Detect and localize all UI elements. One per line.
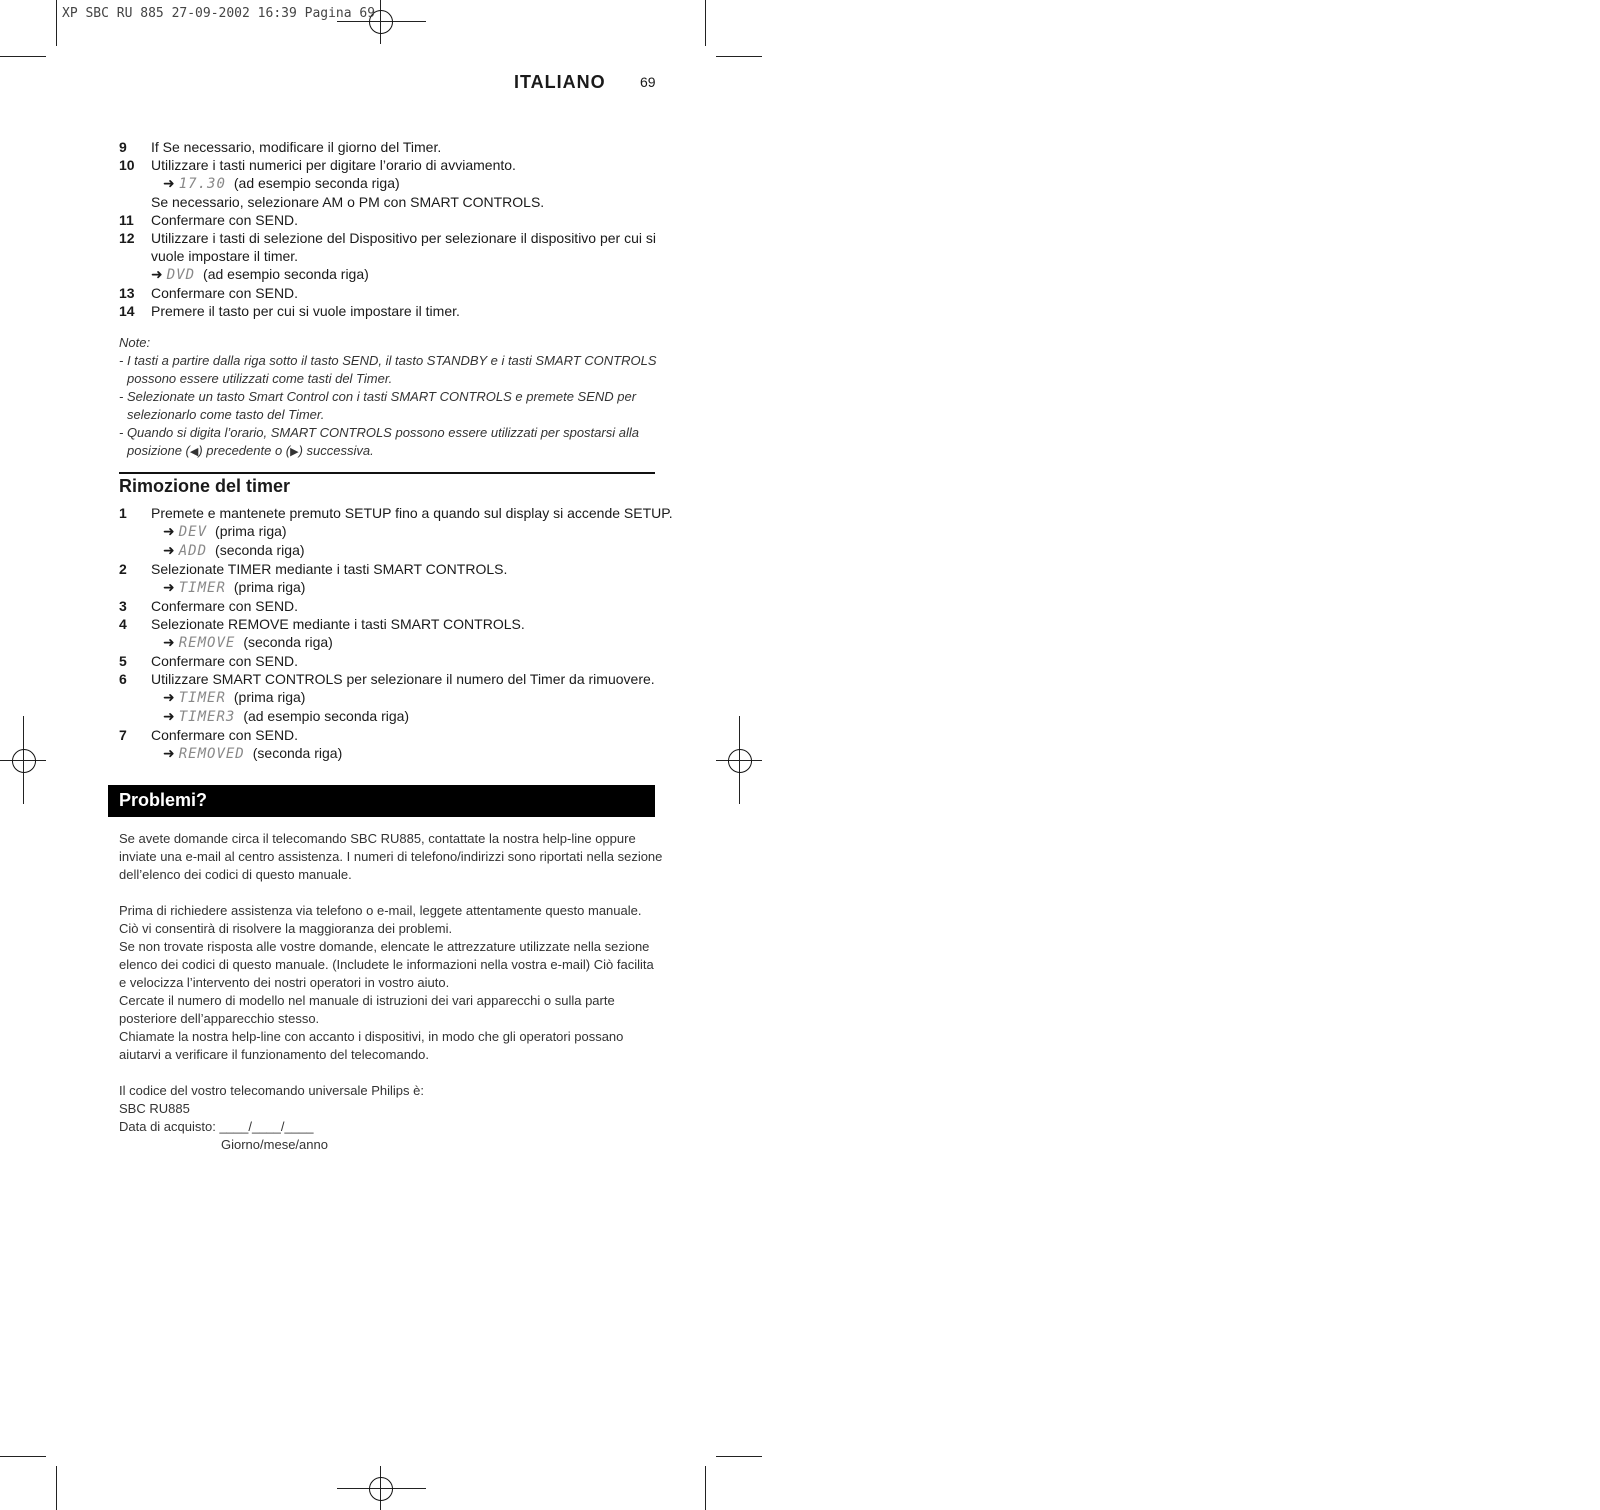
arrow-right-icon: ➜ [163, 634, 175, 650]
list-item [119, 302, 659, 320]
code-line: Il codice del vostro telecomando universale Philips è: [119, 1083, 424, 1098]
step-text: Utilizzare i tasti numerici per digitare l’orario di avviamento. [151, 157, 516, 173]
arrow-right-icon: ➜ [163, 708, 175, 724]
step-number: 12 [119, 230, 135, 246]
step-number: 9 [119, 139, 127, 155]
list-item [119, 156, 659, 174]
display-result [119, 744, 659, 763]
step-number: 4 [119, 616, 127, 632]
date-format-label: Giorno/mese/anno [221, 1137, 328, 1152]
display-note: (ad esempio seconda riga) [203, 266, 369, 282]
display-result [119, 174, 659, 193]
note-item: - I tasti a partire dalla riga sotto il tasto SEND, il tasto STANDBY e i tasti SMART CONTROLS possono essere utilizzati come tasti del Timer. [119, 353, 657, 386]
step-text: Premete e mantenete premuto SETUP fino a quando sul display si accende SETUP. [151, 505, 673, 521]
arrow-right-icon: ➜ [163, 542, 175, 558]
arrow-right-icon: ➜ [163, 689, 175, 705]
paragraph-text: Se non trovate risposta alle vostre domande, elencate le attrezzature utilizzate nella sezione elenco dei codici di questo manuale. (Includete le informazioni nella vostra e-mail) Ciò facilita e velocizza l’intervento dei nostri operatori in vostro aiuto. [119, 939, 654, 990]
step-text: If Se necessario, modificare il giorno del Timer. [151, 139, 442, 155]
step-number: 2 [119, 561, 127, 577]
arrow-right-icon: ➜ [163, 523, 175, 539]
model-number: SBC RU885 [119, 1101, 190, 1116]
step-number: 3 [119, 598, 127, 614]
purchase-date-field: Data di acquisto: ____/____/____ [119, 1119, 314, 1134]
crop-mark-tr-v [705, 0, 706, 46]
triangle-left-icon: ◀ [189, 446, 199, 458]
crop-mark-tl-h [0, 56, 46, 57]
arrow-right-icon: ➜ [151, 266, 163, 282]
crop-mark-tl-v [56, 0, 57, 46]
step-text: Confermare con SEND. [151, 727, 299, 743]
crop-mark-br-v [705, 1466, 706, 1510]
list-item [119, 670, 659, 688]
step-text: Confermare con SEND. [151, 598, 299, 614]
registration-circle-icon [728, 749, 752, 773]
step-number: 10 [119, 157, 135, 173]
step-number: 13 [119, 285, 135, 301]
notes-label: Note: [119, 335, 151, 350]
triangle-right-icon: ▶ [290, 446, 299, 458]
section-title: Rimozione del timer [119, 476, 291, 496]
list-item [119, 284, 659, 302]
paragraph-text: Cercate il numero di modello nel manuale di istruzioni dei vari apparecchi o sulla parte posteriore dell’apparecchio stesso. [119, 993, 615, 1026]
step-text: Utilizzare SMART CONTROLS per selezionare il numero del Timer da rimuovere. [151, 671, 655, 687]
list-item [119, 652, 659, 670]
step-number: 1 [119, 505, 127, 521]
step-number: 5 [119, 653, 127, 669]
step-number: 14 [119, 303, 135, 319]
step-number: 7 [119, 727, 127, 743]
arrow-right-icon: ➜ [163, 745, 175, 761]
list-item [119, 211, 659, 229]
list-item [119, 597, 659, 615]
paragraph-text: Prima di richiedere assistenza via telefono o e-mail, leggete attentamente questo manuale. Ciò vi consentirà di risolvere la maggioranza dei problemi. [119, 903, 642, 936]
lcd-display-text: 17.30 [178, 176, 226, 192]
paragraph-text: Chiamate la nostra help-line con accanto i dispositivi, in modo che gli operatori possano aiutarvi a verificare il funzionamento del telecomando. [119, 1029, 624, 1062]
display-note: (ad esempio seconda riga) [243, 708, 410, 724]
step-text: Confermare con SEND. [151, 285, 299, 301]
display-note: (seconda riga) [252, 745, 343, 761]
section-divider [119, 472, 655, 474]
lcd-display-text: ADD [178, 543, 208, 559]
step-text: Selezionate TIMER mediante i tasti SMART CONTROLS. [151, 561, 508, 577]
page-number: 69 [640, 74, 656, 90]
problems-title: Problemi? [119, 790, 208, 810]
step-text: Selezionate REMOVE mediante i tasti SMART CONTROLS. [151, 616, 525, 632]
list-item [119, 615, 659, 633]
lcd-display-text: DEV [178, 524, 208, 540]
display-result [119, 707, 659, 726]
crop-mark-br-h [716, 1456, 762, 1457]
display-note: (seconda riga) [215, 542, 305, 558]
display-note: (prima riga) [233, 579, 306, 595]
purchase-info [119, 1082, 664, 1154]
crop-mark-bl-v [56, 1466, 57, 1510]
step-text: Premere il tasto per cui si vuole impostare il timer. [151, 303, 460, 319]
step-number: 6 [119, 671, 127, 687]
display-result [119, 541, 659, 560]
step-text: Confermare con SEND. [151, 653, 299, 669]
problems-paragraph-2 [119, 902, 664, 1064]
note-text: ) successiva. [298, 443, 374, 458]
registration-circle-icon [369, 1477, 393, 1501]
list-item [119, 560, 659, 578]
step-number: 11 [119, 212, 134, 228]
lcd-display-text: TIMER3 [178, 709, 236, 725]
list-item [119, 138, 659, 156]
step-text: Utilizzare i tasti di selezione del Dispositivo per selezionare il dispositivo per cui si vuole impostare il timer. [151, 230, 656, 264]
timer-steps-list [119, 138, 659, 320]
step-extra-text: Se necessario, selezionare AM o PM con SMART CONTROLS. [151, 194, 545, 210]
list-item [119, 504, 673, 522]
display-note: (ad esempio seconda riga) [233, 175, 400, 191]
step-text: Confermare con SEND. [151, 212, 299, 228]
lcd-display-text: REMOVED [178, 746, 245, 762]
notes-block [119, 334, 659, 461]
crop-mark-tr-h [716, 56, 762, 57]
display-note: (prima riga) [233, 689, 306, 705]
display-result [119, 633, 659, 652]
problems-paragraph-1 [119, 830, 664, 884]
note-text: - Quando si digita l’orario, SMART CONTROLS possono essere utilizzati per spostarsi alla posizione ( [119, 425, 639, 458]
display-result [119, 265, 659, 284]
print-slug: XP SBC RU 885 27-09-2002 16:39 Pagina 69 [62, 6, 376, 21]
lcd-display-text: TIMER [178, 690, 226, 706]
note-item [119, 424, 659, 461]
display-note: (seconda riga) [243, 634, 333, 650]
display-result [119, 688, 659, 707]
list-item [119, 229, 659, 265]
note-text: ) precedente o ( [198, 443, 291, 458]
display-result [119, 522, 659, 541]
list-item [119, 726, 659, 744]
paragraph-text: Se avete domande circa il telecomando SBC RU885, contattate la nostra help-line oppure inviate una e-mail al centro assistenza. I numeri di telefono/indirizzi sono riportati nella sezione dell’elenco dei codici di questo manuale. [119, 831, 663, 882]
arrow-right-icon: ➜ [163, 579, 175, 595]
remove-timer-steps-list [119, 504, 673, 763]
lcd-display-text: REMOVE [178, 635, 236, 651]
lcd-display-text: TIMER [178, 580, 226, 596]
page-language-header: ITALIANO [514, 72, 606, 92]
display-note: (prima riga) [215, 523, 287, 539]
note-item: - Selezionate un tasto Smart Control con i tasti SMART CONTROLS e premete SEND per selezionarlo come tasto del Timer. [119, 389, 637, 422]
lcd-display-text: DVD [166, 267, 196, 283]
registration-circle-icon [12, 749, 36, 773]
crop-mark-bl-h [0, 1456, 46, 1457]
arrow-right-icon: ➜ [163, 175, 175, 191]
problems-banner [108, 785, 655, 817]
display-result [119, 578, 659, 597]
